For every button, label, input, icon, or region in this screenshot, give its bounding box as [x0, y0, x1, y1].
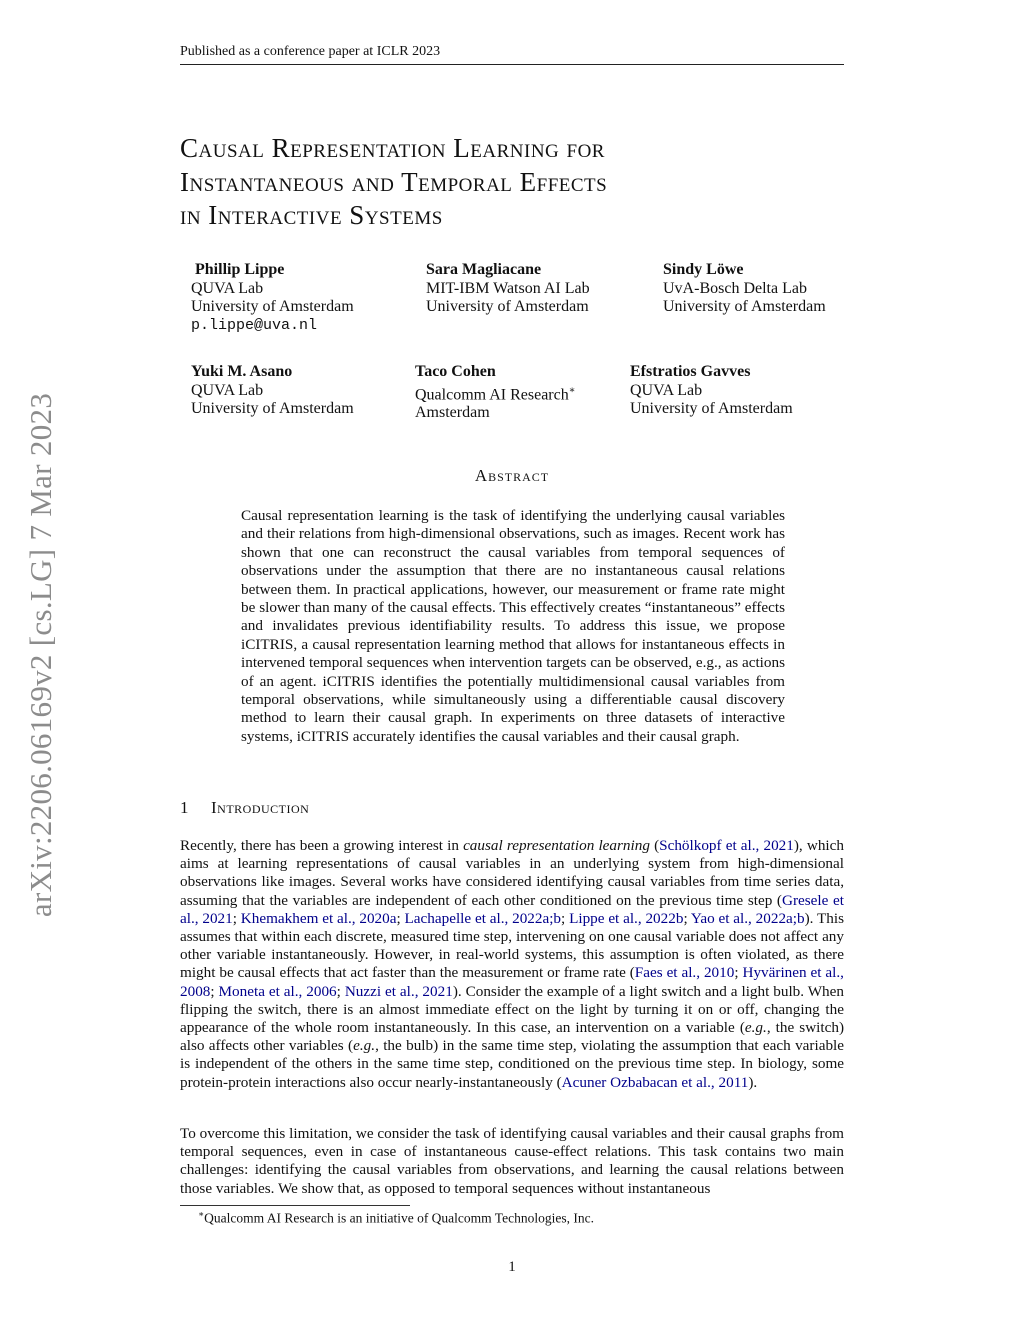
emphasis: e.g.	[744, 1019, 767, 1037]
intro-paragraph-2: To overcome this limitation, we consider the task of identifying causal variables and their causal graphs from temporal sequences, even in case of instantaneous cause-effect relations. This task contains two main challenges: identifying the causal variables from observations, and learning the causal relations between those variables. We show that, as opposed to temporal sequences without instantaneous	[180, 1125, 844, 1197]
author-block	[191, 261, 354, 335]
running-header: Published as a conference paper at ICLR 2023	[180, 44, 844, 65]
author-affiliation: University of Amsterdam	[663, 298, 826, 315]
author-affiliation: QUVA Lab	[191, 279, 264, 297]
abstract-heading: Abstract	[474, 466, 550, 485]
author-name: Sindy Löwe	[663, 261, 744, 278]
citation-link[interactable]: Lachapelle et al., 2022a;b	[404, 909, 562, 927]
emphasis: causal representation learning	[463, 837, 650, 854]
section-heading	[180, 798, 309, 818]
footnote-divider	[180, 1205, 410, 1206]
author-name: Yuki M. Asano	[191, 363, 293, 380]
citation-link[interactable]: Faes et al., 2010	[634, 964, 735, 982]
footnote	[198, 1209, 594, 1227]
citation-link[interactable]: Schölkopf et al., 2021	[659, 837, 794, 854]
author-block	[630, 363, 793, 419]
arxiv-stamp	[16, 355, 66, 955]
footnote-mark: ∗	[198, 1209, 205, 1219]
citation-link[interactable]: Khemakhem et al., 2020a	[240, 909, 397, 927]
citation-link[interactable]: Acuner Ozbabacan et al., 2011	[561, 1073, 749, 1091]
author-affiliation: QUVA Lab	[630, 381, 703, 399]
citation-link[interactable]: Gresele et al., 2021	[180, 891, 844, 927]
author-affiliation: QUVA Lab	[191, 381, 264, 399]
citation-link[interactable]: Yao et al., 2022a;b	[690, 909, 805, 927]
citation-link[interactable]: Nuzzi et al., 2021	[344, 982, 453, 1000]
author-affiliation: University of Amsterdam	[191, 298, 354, 315]
title-line-3: in Interactive Systems	[180, 200, 443, 230]
footnote-mark: ∗	[568, 384, 576, 396]
paper-title	[180, 132, 880, 233]
author-affiliation: University of Amsterdam	[630, 400, 793, 417]
author-affiliation: University of Amsterdam	[191, 400, 354, 417]
arxiv-stamp-text: arXiv:2206.06169v2 [cs.LG] 7 Mar 2023	[23, 392, 58, 918]
footnote-text: Qualcomm AI Research is an initiative of Qualcomm Technologies, Inc.	[204, 1210, 594, 1226]
author-name: Phillip Lippe	[195, 261, 285, 278]
section-number: 1	[180, 798, 189, 817]
citation-link[interactable]: Lippe et al., 2022b	[569, 909, 684, 927]
author-affiliation-with-mark: Qualcomm AI Research∗	[415, 384, 576, 403]
author-block	[191, 363, 354, 419]
author-name: Taco Cohen	[415, 363, 496, 380]
title-line-1: Causal Representation Learning for	[180, 133, 605, 163]
author-affiliation: University of Amsterdam	[426, 298, 589, 315]
author-affiliation: Amsterdam	[415, 404, 490, 422]
author-affiliation: MIT-IBM Watson AI Lab	[426, 279, 590, 297]
author-name: Efstratios Gavves	[630, 363, 751, 380]
citation-link[interactable]: Moneta et al., 2006	[218, 982, 337, 1000]
intro-paragraph-1: Recently, there has been a growing interest in causal representation learning (Schölkopf et al., 2021), which aims at learning representations of causal variables in an underlying system from high-dimensional observations like images. Several works have considered identifying causal variables from time series data, assuming that the variables are independent of each other conditioned on the previous time step (Gresele et al., 2021; Khemakhem et al., 2020a; Lachapelle et al., 2022a;b; Lippe et al., 2022b; Yao et al., 2022a;b). This assumes that within each discrete, measured time step, intervening on one causal variable does not affect any other variable instantaneously. However, in real-world systems, this assumption is often violated, as there might be causal effects that act faster than the measurement or frame rate (Faes et al., 2010; Hyvärinen et al., 2008; Moneta et al., 2006; Nuzzi et al., 2021). Consider the example of a light switch and a light bulb. When flipping the switch, there is an almost immediate effect on the light by turning it on or off, changing the appearance of the whole room instantaneously. In this case, an intervention on a variable (e.g., the switch) also affects other variables (e.g., the bulb) in the same time step, violating the assumption that each variable is independent of the others in the same time step, conditioned on the previous time step. In biology, some protein-protein interactions also occur nearly-instantaneously (Acuner Ozbabacan et al., 2011).	[180, 837, 845, 1091]
author-block	[663, 261, 826, 317]
citation-link[interactable]: Hyvärinen et al., 2008	[180, 964, 844, 1000]
author-block	[415, 363, 576, 423]
emphasis: e.g.	[353, 1037, 376, 1055]
section-title: Introduction	[211, 798, 310, 817]
author-block	[426, 261, 590, 317]
title-line-2: Instantaneous and Temporal Effects	[180, 166, 608, 197]
author-email[interactable]: p.lippe@uva.nl	[191, 316, 318, 334]
author-affiliation: UvA-Bosch Delta Lab	[663, 279, 807, 297]
author-name: Sara Magliacane	[426, 261, 542, 278]
abstract-text: Causal representation learning is the task of identifying the underlying causal variables and their relations from high-dimensional observations, such as images. Recent work has shown that one can reconstruct the causal variables from temporal sequences of observations under the assumption that there are no instantaneous causal relations between them. In practical applications, however, our measurement or frame rate might be slower than many of the causal effects. This effectively creates “instantaneous” effects and invalidates previous identifiability results. To address this issue, we propose iCITRIS, a causal representation learning method that allows for instantaneous effects in intervened temporal sequences when intervention targets can be observed, e.g., as actions of an agent. iCITRIS identifies the potentially multidimensional causal variables from temporal observations, while simultaneously using a differentiable causal discovery method to learn their causal graph. In experiments on three datasets of interactive systems, iCITRIS accurately identifies the causal variables and their causal graph.	[241, 507, 785, 745]
page-number: 1	[508, 1259, 516, 1275]
